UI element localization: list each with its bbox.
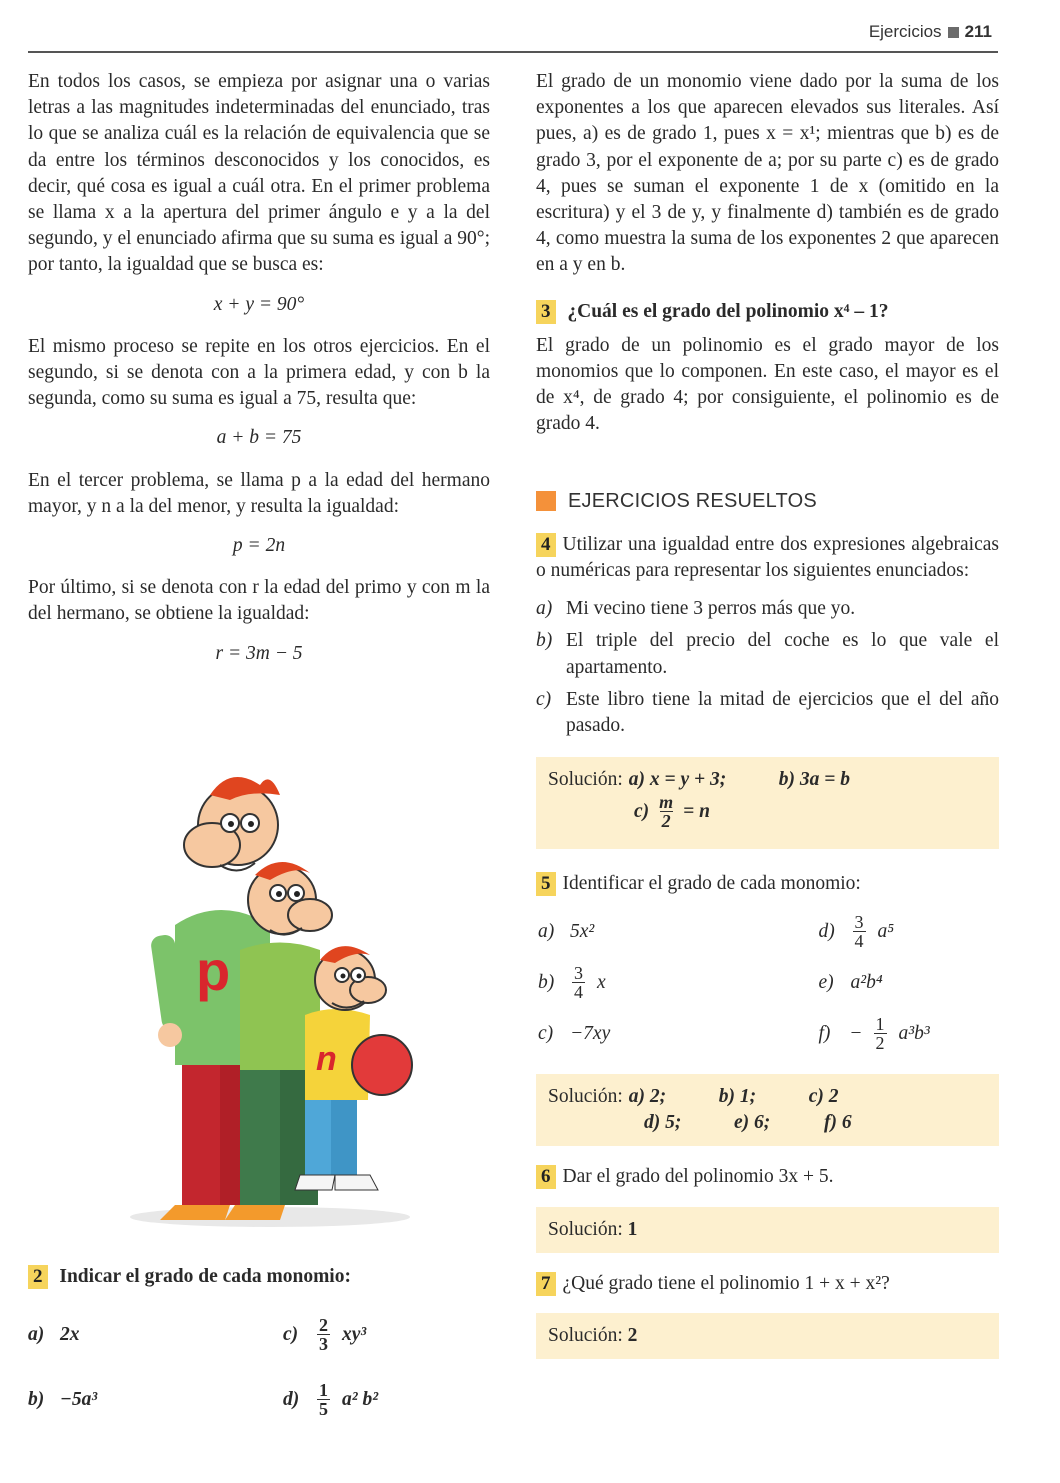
exercise-4-item-a: a) Mi vecino tiene 3 perros más que yo. (536, 598, 856, 620)
equation-4: r = 3m − 5 (215, 642, 303, 664)
header-section: Ejercicios (868, 22, 942, 41)
exercise-5-solution: Solución: a) 2; b) 1; c) 2 d) 5; e) 6; f) 6 (536, 1074, 999, 1146)
exercise-2-d: d) $\frac{1}{5}$ a² b² (283, 1380, 379, 1420)
exercise-3-badge: 3 (536, 300, 556, 324)
exercise-4 (536, 532, 999, 849)
paragraph-third: En el tercer problema, se llama p a la edad del hermano mayor, y n a la del menor, y resulta la igualdad: (28, 469, 490, 517)
equation-1: x + y = 90° (213, 293, 305, 315)
equation-3: p = 2n (232, 535, 286, 557)
exercise-5-d: d) $\frac{3}{4}$ a⁵ (818, 912, 895, 952)
right-column (536, 69, 999, 1359)
exercise-4-badge: 4 (536, 533, 556, 557)
exercise-2-a: a) 2x (28, 1323, 80, 1345)
paragraph-intro: En todos los casos, se empieza por asignar una o varias letras a las magnitudes indeterminadas del enunciado, tras lo que se analiza cuál es la relación de equivalencia que se da entre los términos desconocidos y los conocidos, es decir, qué cosa es igual a cuál otra. En el primer problema se llama x a la apertura del primer ángulo e y a la del segundo, y el enunciado afirma que su suma es igual a 90°; por tanto, la igualdad que se busca es: (28, 71, 490, 276)
paragraph-second: El mismo proceso se repite en los otros ejercicios. En el segundo, si se denota con a la primera edad, y con b la segunda, como su suma es igual a 75, resulta que: (28, 335, 490, 410)
exercise-3 (536, 299, 999, 325)
paragraph-fourth: Por último, si se denota con r la edad del primo y con m la del hermano, se obtiene la igualdad: (28, 577, 490, 625)
shirt-letter-n: n (316, 1040, 337, 1078)
exercise-5-text: Identificar el grado de cada monomio: (562, 873, 861, 895)
exercise-4-item-b: b) El triple del precio del coche es lo que vale el apartamento. (536, 630, 999, 678)
header-rule (28, 51, 998, 53)
exercise-5-f: f) − $\frac{1}{2}$ a³b³ (818, 1014, 930, 1054)
left-column (28, 69, 490, 683)
exercise-6 (536, 1164, 999, 1252)
exercise-2-badge: 2 (28, 1265, 48, 1289)
exercise-6-solution: Solución: 1 (536, 1207, 999, 1253)
exercise-7-badge: 7 (536, 1272, 556, 1296)
exercise-7-solution: Solución: 2 (536, 1313, 999, 1359)
exercise-7 (536, 1271, 999, 1359)
exercise-5 (536, 871, 999, 1146)
exercise-2 (28, 1264, 490, 1418)
header-square-icon (948, 27, 959, 38)
paragraph-monomial-degree: El grado de un monomio viene dado por la suma de los exponentes a los que aparecen elevados sus literales. Así pues, a) es de grado 1, pues x = x¹; mientras que b) es de grado 3, por el exponente de a; por su parte c) es de grado 4, pues se suman el exponente 1 de x (omitido en la escritura) y el 3 de y, y finalmente d) también es de grado 4, como muestra la suma de los exponentes 2 que aparecen en a y en b. (536, 71, 999, 276)
paragraph-polynomial-degree: El grado de un polinomio es el grado mayor de los monomios que lo componen. En este caso, el mayor es el de x⁴, de grado 4; por consiguiente, el polinomio es de grado 4. (536, 334, 999, 435)
shirt-letter-p: p (196, 939, 231, 1002)
page-number: 211 (964, 22, 992, 41)
section-heading (536, 488, 999, 514)
exercise-6-text: Dar el grado del polinomio 3x + 5. (562, 1166, 834, 1188)
exercise-5-a: a) 5x² (538, 920, 595, 942)
orange-square-icon (536, 491, 556, 511)
exercise-4-item-c: c) Este libro tiene la mitad de ejercicios que el del año pasado. (536, 688, 999, 737)
cartoon-family-illustration (120, 765, 430, 1235)
exercise-5-b: b) $\frac{3}{4}$ x (538, 963, 606, 1003)
exercise-5-e: e) a²b⁴ (818, 971, 883, 993)
exercise-2-b: b) −5a³ (28, 1388, 98, 1410)
red-ball (352, 1035, 412, 1095)
section-title: EJERCICIOS RESUELTOS (568, 489, 817, 512)
equation-2: a + b = 75 (216, 427, 302, 449)
exercise-4-text: Utilizar una igualdad entre dos expresiones algebraicas o numéricas para representar los siguientes enunciados: (536, 533, 999, 582)
exercise-2-title: Indicar el grado de cada monomio: (59, 1266, 351, 1287)
exercise-3-title: ¿Cuál es el grado del polinomio x⁴ – 1? (567, 300, 889, 322)
exercise-4-solution: Solución: a) x = y + 3; b) 3a = b c) $\frac{m}{2}$ = n (536, 757, 999, 849)
exercise-7-text: ¿Qué grado tiene el polinomio 1 + x + x²? (562, 1272, 890, 1294)
exercise-6-badge: 6 (536, 1165, 556, 1189)
exercise-5-c: c) −7xy (538, 1022, 611, 1044)
exercise-2-c: c) $\frac{2}{3}$ xy³ (283, 1315, 367, 1355)
running-header (869, 22, 992, 42)
exercise-5-badge: 5 (536, 872, 556, 896)
